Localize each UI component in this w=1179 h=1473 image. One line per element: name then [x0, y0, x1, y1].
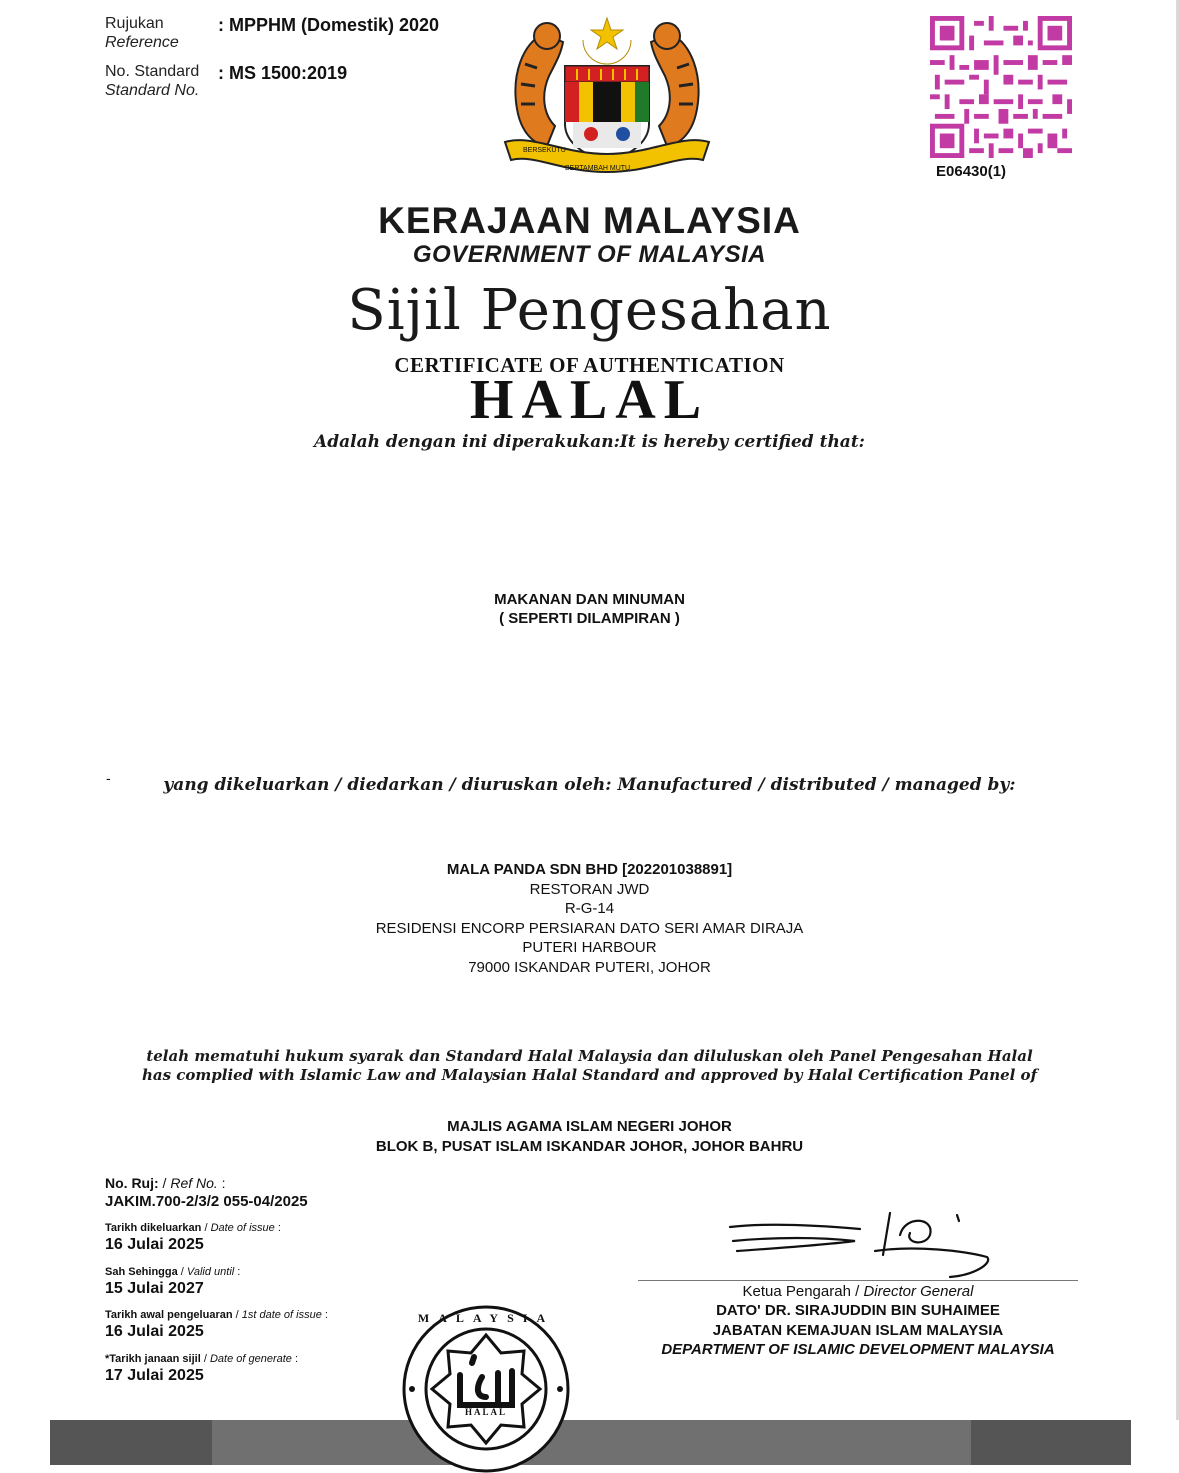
standard-value: : MS 1500:2019: [218, 63, 348, 83]
ref-no-value: JAKIM.700-2/3/2 055-04/2025: [105, 1193, 308, 1210]
signature-line: [638, 1280, 1078, 1281]
reference-label: Rujukan Reference: [105, 15, 179, 51]
compliance-line-my: telah mematuhi hukum syarak dan Standard Halal Malaysia dan diluluskan oleh Panel Pengesahan Halal: [146, 1047, 1033, 1065]
motto-bottom: BERTAMBAH MUTU: [565, 165, 631, 172]
issue-date-value: 16 Julai 2025: [105, 1236, 204, 1253]
company-line-4: PUTERI HARBOUR: [522, 939, 657, 956]
panel-name: MAJLIS AGAMA ISLAM NEGERI JOHOR: [447, 1118, 732, 1135]
qr-code-id: E06430(1): [936, 163, 1007, 180]
signatory-title: Ketua Pengarah / Director General: [742, 1283, 974, 1300]
issue-date-block: Tarikh dikeluarkan / Date of issue : 16 Julai 2025: [105, 1222, 281, 1253]
signature-icon: [725, 1205, 1000, 1285]
signatory-department-en: DEPARTMENT OF ISLAMIC DEVELOPMENT MALAYSIA: [661, 1341, 1055, 1358]
product-line-1: MAKANAN DAN MINUMAN: [494, 591, 685, 608]
company-line-1: RESTORAN JWD: [529, 880, 650, 898]
seal-ring-text: MALAYSIA: [417, 1311, 555, 1325]
first-issue-block: Tarikh awal pengeluaran / 1st date of issue : 16 Julai 2025: [105, 1309, 328, 1340]
ref-no-block: No. Ruj: / Ref No. : JAKIM.700-2/3/2 055-04/2025: [105, 1175, 308, 1210]
valid-until-block: Sah Sehingga / Valid until : 15 Julai 2027: [105, 1266, 241, 1297]
coat-of-arms-icon: [503, 14, 711, 180]
company-name: MALA PANDA SDN BHD [202201038891]: [446, 861, 733, 878]
signatory-name: DATO' DR. SIRAJUDDIN BIN SUHAIMEE: [716, 1302, 1000, 1319]
qr-code-icon: [930, 16, 1072, 158]
dash-mark: -: [106, 770, 111, 786]
product-line-2: ( SEPERTI DILAMPIRAN ): [499, 610, 680, 627]
company-line-5: 79000 ISKANDAR PUTERI, JOHOR: [468, 958, 711, 976]
government-title: KERAJAAN MALAYSIA: [378, 200, 801, 241]
halal-seal-icon: [402, 1305, 570, 1473]
generate-date-block: *Tarikh janaan sijil / Date of generate : 17 Julai 2025: [105, 1353, 299, 1384]
panel-address: BLOK B, PUSAT ISLAM ISKANDAR JOHOR, JOHOR BAHRU: [375, 1138, 804, 1155]
compliance-line-en: has complied with Islamic Law and Malaysian Halal Standard and approved by Halal Certification Panel of: [141, 1066, 1038, 1084]
motto-left: BERSEKUTU: [523, 147, 566, 154]
government-title-en: GOVERNMENT OF MALAYSIA: [412, 241, 767, 268]
managed-line: yang dikeluarkan / diedarkan / diuruskan oleh: Manufactured / distributed / managed by:: [163, 775, 1016, 795]
panel-block: [0, 1117, 1179, 1157]
first-issue-value: 16 Julai 2025: [105, 1323, 204, 1340]
signatory-department: JABATAN KEMAJUAN ISLAM MALAYSIA: [712, 1322, 1004, 1339]
seal-center-text: HALAL: [464, 1407, 508, 1417]
certificate-title-en: CERTIFICATE OF AUTHENTICATION: [394, 353, 785, 377]
bottom-bar: [50, 1420, 1131, 1465]
generate-date-value: 17 Julai 2025: [105, 1367, 204, 1384]
standard-label: No. Standard Standard No.: [105, 63, 200, 99]
bottom-bar-center: [212, 1420, 971, 1465]
company-address: [0, 860, 1179, 977]
halal-title: HALAL: [469, 369, 710, 431]
reference-value: : MPPHM (Domestik) 2020: [218, 15, 440, 35]
certified-line: Adalah dengan ini diperakukan:It is hereby certified that:: [314, 432, 865, 452]
valid-until-value: 15 Julai 2027: [105, 1280, 204, 1297]
certificate-title: Sijil Pengesahan: [347, 278, 832, 343]
company-line-2: R-G-14: [564, 900, 615, 917]
company-line-3: RESIDENSI ENCORP PERSIARAN DATO SERI AMAR DIRAJA: [375, 919, 804, 937]
